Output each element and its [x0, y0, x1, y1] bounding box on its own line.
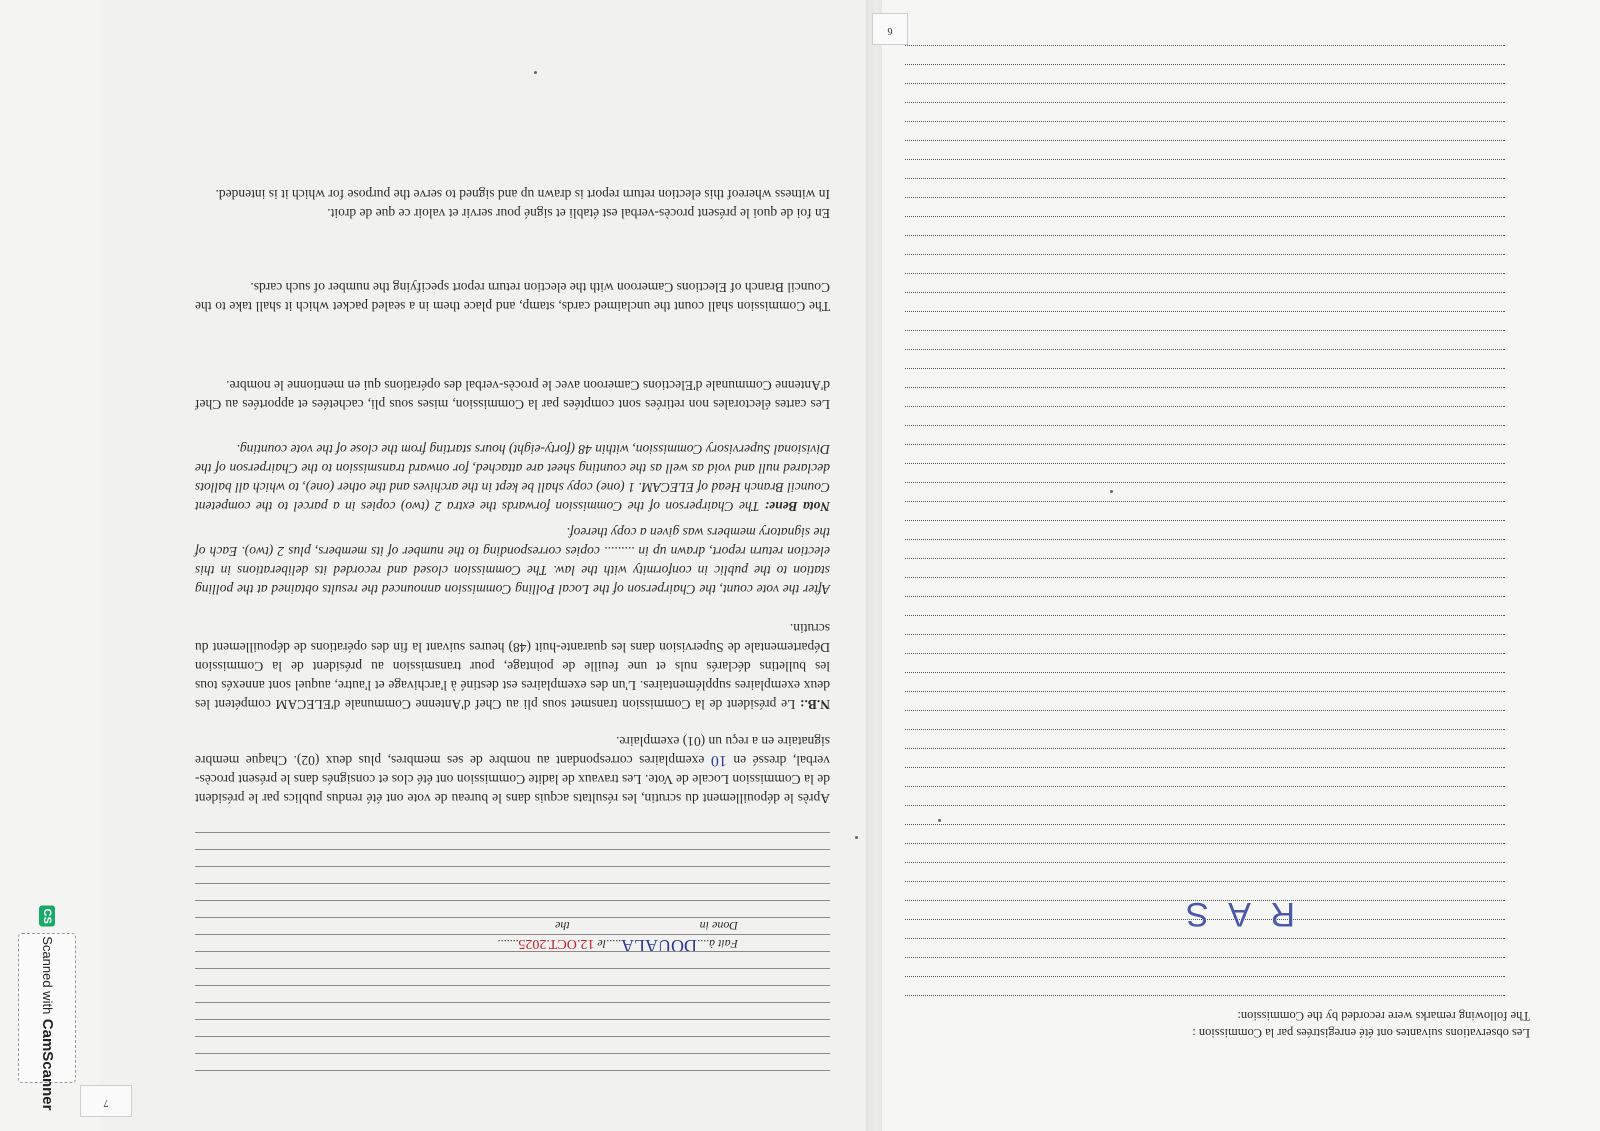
left-page [100, 0, 870, 1131]
right-header [930, 1007, 1530, 1041]
header-en: The following remarks were recorded by the Commission: [1237, 1009, 1530, 1023]
camscanner-badge [18, 908, 76, 1111]
nota-bene-text: The Chairperson of the Commission forwards the extra 2 (two) copies in a parcel to the competent Council Branch Head of ELECAM. 1 (one) copy shall be kept in the archives and the other (one), to which all ballots declared null and void as well as the counting sheet are attached, for onward transmission to the Chairperson of the Divisional Supervisory Commission, within 48 (forty-eight) hours starting from the close of the vote counting. [194, 442, 830, 514]
right-page [882, 0, 1600, 1131]
scan-speck [855, 836, 858, 839]
signature-block: Fait à....DOUALA.....le 12.OCT.2025....... Done inthe [497, 919, 738, 956]
scan-speck [1110, 490, 1113, 493]
fr-result-end: exemplaires correspondant au nombre de ses membres, plus deux (02). Chaque membre signataire en a reçu un (01) exemplaire. [194, 734, 830, 768]
badge-line2: CamScanner [39, 1018, 56, 1111]
scan-speck [938, 819, 941, 822]
badge-content [38, 906, 56, 1111]
camscanner-logo-icon: CS [39, 906, 55, 927]
en-foi: In witness whereof this election return report is drawn up and signed to serve the purpose for which it is intended. [215, 187, 830, 202]
left-ruled-lines [195, 821, 830, 1071]
fr-result-paragraph [195, 732, 830, 808]
fait-a-label: Fait à [709, 937, 738, 951]
fr-foi: En foi de quoi le présent procès-verbal est établi et signé pour servir et valoir ce que de droit. [327, 206, 830, 221]
le-label: le [597, 937, 606, 951]
scan-speck [534, 71, 537, 74]
nb-paragraph [195, 619, 830, 714]
en-cards-paragraph: The Commission shall count the unclaimed cards, stamp, and place them in a sealed packet which it shall take to the Council Branch of Elections Cameroon with the election return report specifying the number of such cards. [195, 280, 830, 314]
place-handwritten: DOUALA [621, 936, 697, 956]
right-ruled-lines [905, 36, 1505, 996]
the-label: the [555, 919, 570, 933]
badge-line1: Scanned with [40, 936, 55, 1015]
en-result-paragraph: After the vote count, the Chairperson of the Local Polling Commission announced the results obtained at the polling station to the public in conformity with the law. The Commission closed and recorded its deliberations in this election return report, drawn up in ......... copies corresponding to the number of its members, plus 2 (two). Each of the signatory members was given a copy thereof. [195, 525, 830, 597]
nota-bene-label: Nota Bene: [764, 499, 830, 514]
nb-label: N.B.: [800, 697, 830, 712]
done-in-label: Done in [699, 919, 738, 933]
copies-handwritten: 10 [710, 752, 727, 769]
right-page-content [882, 0, 1600, 1131]
header-fr: Les observations suivantes ont été enregistrées par la Commission : [1192, 1026, 1530, 1040]
left-page-number: 7 [80, 1085, 132, 1117]
fr-result-text: Après le dépouillement du scrutin, les résultats acquis dans le bureau de vote ont été rendus publics par le président de la Commission Locale de Vote. Les travaux de ladite Commission ont été clos et consignés dans le présent procès-verbal, dressé en [195, 753, 830, 806]
left-page-content [100, 0, 870, 1131]
fr-cards-paragraph: Les cartes électorales non retirées sont comptées par la Commission, mises sous pli, cachetées et apportées au Chef d'Antenne Communale d'Elections Cameroon avec le procès-verbal des opérations qui en mentionne le nombre. [195, 378, 830, 412]
date-handwritten: 12.OCT.2025 [518, 936, 595, 951]
nb-text: Le président de la Commission transmet sous pli au Chef d'Antenne Communale d'ELECAM compétent les deux exemplaires supplémentaires. L'un des exemplaires est destiné à l'archivage et l'autre, auquel sont annexés tous les bulletins déclarés nuls et une feuille de pointage, pour transmission au président de la Commission Départementale de Supervision dans les quarante-huit (48) heures suivant la fin des opérations de dépouillement du scrutin. [194, 621, 830, 712]
en-witness-paragraph [195, 185, 830, 223]
right-page-number: 6 [872, 13, 908, 45]
nota-bene-paragraph [195, 440, 830, 516]
handwritten-rds: R A S [1179, 895, 1295, 933]
